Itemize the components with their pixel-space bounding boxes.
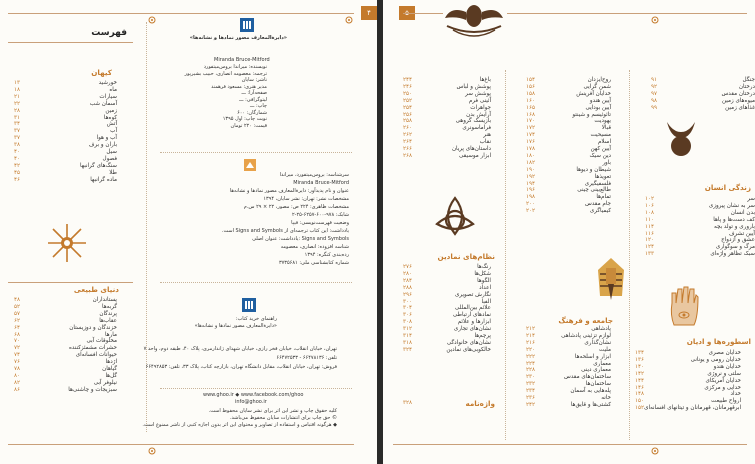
toc-item-page: ۱۵۸ — [526, 90, 536, 97]
toc-item-page: ۱۹۴ — [526, 180, 536, 187]
toc-item-label: ماه — [109, 86, 117, 93]
toc-item-page: ۳۸ — [14, 142, 21, 149]
toc-item-page: ۱۳۴ — [635, 350, 645, 356]
toc-item-page: ۲۶۴ — [403, 139, 413, 146]
toc-item-page: ۱۱۰ — [645, 216, 655, 223]
toc-item-label: روح‌ایزدان — [587, 77, 611, 83]
toc-item-page: ۶۸ — [14, 331, 21, 338]
toc-item-label: تمام‌ها — [596, 194, 611, 201]
toc-item-label: خدایان آفرینش — [576, 90, 611, 97]
toc-item-page: ۱۶۵ — [526, 104, 536, 111]
toc-item-page: ۳۰۸ — [403, 319, 413, 326]
toc-item-label: گربه‌ها — [102, 303, 117, 310]
cip-line: شناسه افزوده: انصاری، معصومه — [280, 244, 349, 250]
toc-item-label: عقاب‌ها — [99, 317, 117, 324]
toc-item-label: طالع‌بینی چینی — [577, 187, 611, 194]
toc-item-page: ۲۶۰ — [403, 125, 413, 132]
toc-item-page: ۱۱۴ — [645, 223, 655, 230]
toc-item-label: کیمیاگری — [589, 208, 611, 215]
toc-item-page: ۱۴۰ — [635, 363, 645, 370]
toc-item-page: ۲۵۸ — [403, 118, 413, 125]
toc-item-page: ۱۷۲ — [526, 125, 536, 132]
book-title: «دایرة‌المعارف مصور نمادها و نشانه‌ها» — [189, 35, 287, 41]
toc-item-page: ۱۶۰ — [526, 97, 536, 104]
section-rule — [160, 282, 352, 283]
toc-item-label: آیین هندو — [589, 97, 611, 104]
toc-item-page: ۸۰ — [14, 372, 21, 379]
toc-item-label: حشرات مشمئزکننده — [68, 345, 117, 352]
author-latin: Miranda Bruce-Mitford — [214, 57, 270, 63]
toc-item-page: ۳۰۶ — [403, 312, 413, 319]
toc-item-label: دین سیک — [589, 152, 611, 159]
toc-item-label: الفبا — [481, 298, 491, 305]
toc-item-label: خالکوبی‌های نمادین — [446, 346, 491, 353]
toc-item-page: ۸۲ — [14, 379, 21, 386]
column-divider — [629, 70, 630, 440]
toc-item-page: ۲۲۲ — [526, 353, 536, 360]
copyright-line: صفحه‌آرا: ـــ — [241, 90, 267, 96]
cip-line: شماره کتابشناسی ملی: ۳۷۳۵۶۸۱ — [278, 260, 349, 266]
copyright-line: شمارگان: ۶۰۰ — [237, 109, 267, 116]
toc-item-page: ۱۲۴ — [645, 244, 655, 251]
toc-item-page: ۱۷۴ — [526, 132, 536, 139]
toc-item-page: ۲۱۴ — [526, 332, 536, 339]
section-title-society: جامعه و فرهنگ — [558, 316, 613, 325]
toc-item-label: تائوئیسم و شینتو — [572, 111, 611, 118]
toc-item-label: خورشید — [98, 80, 117, 86]
toc-item-label: ساختمان‌ها — [585, 381, 611, 388]
page-number-left: ۴ — [361, 6, 377, 20]
toc-item-page: ۱۴۴ — [635, 377, 645, 384]
cip-line: رده‌بندی کنگره: ۱۳۹۴ — [304, 252, 349, 258]
copyright-line: ناشر: سایان — [241, 77, 267, 83]
toc-item-page: ۱۴۶ — [635, 384, 645, 391]
toc-item-page: ۱۴۸ — [635, 391, 645, 398]
toc-item-page: ۴۰ — [14, 149, 21, 155]
toc-item-label: شکل‌ها — [474, 270, 491, 277]
toc-item-label: داستان‌های پریان — [451, 146, 491, 152]
rights-line: کلیه حقوق چاپ و نشر این اثر برای نشر سایان محفوظ است. — [208, 408, 337, 414]
toc-item-page: ۳۱۸ — [403, 339, 413, 346]
toc-item-label: گیاهان — [102, 366, 117, 372]
toc-item-page: ۲۸ — [14, 107, 21, 114]
toc-item-label: کف دست‌ها و پاها — [713, 216, 755, 223]
toc-item-page: ۲۲۸ — [526, 367, 536, 374]
cip-line: Signs and Symbols :یادداشت: عنوان اصلی — [252, 236, 349, 242]
top-rule — [8, 13, 354, 14]
toc-item-label: آتش — [106, 121, 117, 128]
toc-item-page: ۳۱۲ — [403, 326, 413, 333]
publisher-line: راهنمای خرید کتاب: — [235, 316, 277, 322]
toc-item-label: قبالا — [601, 125, 611, 132]
toc-item-page: ۶۴ — [14, 324, 21, 331]
toc-item-label: نشان‌گذاری — [584, 339, 611, 346]
section-title-myths: اسطوره‌ها و ادیان — [686, 337, 751, 346]
cip-line: سرشناسه: بروس‌میتفورد، میراندا — [279, 172, 349, 178]
toc-item-page: ۳۴ — [14, 121, 21, 128]
toc-item-label: خدایان مصری — [708, 350, 741, 356]
toc-item-page: ۱۹۲ — [526, 173, 536, 180]
toc-item-page: ۵۲ — [14, 303, 21, 310]
toc-item-label: زمین — [105, 107, 117, 114]
toc-item-page: ۱۸۰ — [526, 152, 536, 159]
cip-line: مشخصات ظاهری: ۲۲۴ ص: مصور، ۲۲ × ۲۹ س.م — [243, 204, 349, 210]
toc-item-page: ۲۲۰ — [526, 346, 536, 353]
toc-item-label: فلسفیگیری — [584, 180, 611, 187]
toc-item-page: ۲۵۶ — [403, 111, 413, 118]
rights-line: © حق چاپ برای انتشارات سایان محفوظ می‌باشد. — [229, 415, 337, 421]
right-page — [383, 0, 755, 464]
toc-item-label: خدایان آمریکای — [705, 377, 741, 384]
toc-item-page: ۶۲ — [14, 317, 21, 324]
toc-item-page: ۲۲ — [14, 100, 21, 107]
toc-item-page: ۲۴۶ — [403, 83, 413, 90]
toc-item-label: اسلام — [597, 139, 611, 146]
toc-item-label: سیل — [106, 149, 117, 155]
toc-item-page: ۲۶۲ — [403, 132, 413, 139]
section-rule — [8, 282, 133, 283]
toc-item-page: ۳۲۸ — [403, 400, 413, 406]
toc-item-page: ۴۲ — [14, 162, 21, 169]
toc-item-label: ماده گرانبها — [90, 176, 117, 183]
toc-item-page: ۱۰۸ — [645, 209, 655, 216]
toc-item-label: مسیحیت — [590, 132, 611, 139]
toc-item-label: شیطان و دیوها — [576, 166, 611, 173]
toc-item-label: نقاب — [479, 139, 491, 146]
toc-item-page: ۲۶۶ — [403, 146, 413, 152]
section-title-glossary: واژه‌نامه — [465, 399, 495, 408]
toc-item-page: ۱۰۶ — [645, 202, 655, 209]
toc-item-page: ۲۱۲ — [526, 326, 536, 332]
toc-item-label: سیارات — [99, 93, 117, 100]
toc-item-page: ۲۸۴ — [403, 277, 413, 284]
toc-item-page: ۱۸ — [14, 86, 21, 93]
hamsa-icon — [668, 285, 700, 329]
ornament-icon — [651, 440, 659, 448]
cip-line: Miranda Bruce-Mitford — [293, 180, 349, 186]
toc-item-page: ۲۸۸ — [403, 284, 413, 291]
toc-item-label: شمن گرایی — [583, 83, 611, 90]
toc-item-label: سنگ‌های گرانبها — [79, 162, 117, 169]
toc-item-page: ۷۴ — [14, 352, 21, 359]
toc-item-label: تعویذها — [594, 173, 611, 180]
toc-item-label: پرچم‌ها — [474, 333, 491, 339]
toc-item-page: ۷۲ — [14, 345, 21, 352]
toc-item-page: ۱۵۰ — [635, 398, 645, 405]
toc-item-label: بدن انسان — [730, 209, 755, 216]
address-line: تلفن: ۶۶۴۷۸۱۳۶ - ۶۶۴۷۲۵۳۳ — [276, 355, 337, 361]
toc-item-page: ۲۰۲ — [526, 208, 536, 215]
section-title-symbol-systems: نظام‌های نمادین — [437, 252, 495, 261]
toc-item-label: هنر — [483, 132, 491, 139]
toc-item-label: الگوها — [477, 277, 491, 284]
toc-item-label: سبزیجات و چاشنی‌ها — [68, 386, 117, 393]
toc-item-label: لوازم تزئینی پادشاهی — [561, 332, 611, 339]
toc-item-page: ۱۳۳ — [645, 251, 655, 258]
toc-item-label: جواهرات — [470, 104, 491, 111]
pharaoh-icon — [594, 256, 628, 302]
publisher-logo-icon — [242, 297, 256, 311]
toc-item-page: ۱۱۶ — [645, 230, 655, 237]
toc-item-label: نمادهای ارتباطی — [452, 312, 491, 319]
toc-item-label: خزندگان و دوزیستان — [69, 324, 117, 331]
cip-line: عنوان و نام پدیدآور: دایرة‌المعارف مصور نمادها و نشانه‌ها — [229, 188, 349, 194]
toc-item-label: ابزار موسیقی — [459, 152, 491, 159]
toc-item-label: جنگل — [742, 77, 755, 83]
toc-item-label: عشق و ازدواج — [721, 237, 755, 244]
scarab-icon — [443, 0, 505, 42]
toc-item-label: طلا — [109, 169, 117, 176]
toc-item-page: ۳۷ — [14, 135, 21, 142]
top-rule — [403, 13, 443, 14]
section-rule — [160, 152, 352, 153]
ornament-icon — [651, 9, 659, 17]
toc-item-label: یهودیت — [594, 118, 611, 125]
toc-item-page: ۹۹ — [651, 104, 658, 111]
toc-item-label: آیین تشرف — [728, 230, 755, 237]
section-title-natural-world: دنیای طبیعی — [73, 285, 119, 294]
toc-item-label: ابزارها و علائم — [457, 319, 491, 326]
toc-item-label: نشان‌های خانوادگی — [446, 339, 491, 346]
toc-item-page: ۲۱ — [14, 93, 21, 100]
address-line: تهران، خیابان انقلاب، خیابان فخر رازی، خیابان شهدای ژاندارمری، پلاک ۴۰، طبقه دوم، واحد ۷ — [143, 346, 337, 352]
toc-item-label: معماری دینی — [581, 367, 611, 374]
toc-item-page: ۲۵۰ — [403, 90, 413, 97]
toc-item-page: ۴۶ — [14, 176, 21, 183]
triple-moon-icon — [663, 118, 699, 160]
toc-item-label: حیوانات افسانه‌ای — [75, 352, 117, 359]
toc-item-label: پادشاهی — [591, 326, 611, 332]
toc-item-label: سر — [747, 196, 755, 202]
toc-item-label: مخلوقات آبی — [86, 338, 117, 345]
toc-item-label: جام مقدس — [585, 201, 611, 208]
toc-item-page: ۹۸ — [651, 97, 658, 104]
toc-item-label: باروری و تولد بچه — [713, 223, 755, 230]
toc-item-label: نیلوفر آبی — [93, 379, 117, 386]
toc-item-label: آیین بودایی — [585, 104, 611, 111]
toc-item-page: ۱۲۰ — [645, 237, 655, 244]
copyright-line: قیمت: ۲۲۰ تومان — [230, 122, 267, 129]
toc-item-label: آیین کهن — [590, 146, 611, 152]
toc-title: فهرست — [91, 28, 127, 38]
toc-item-label: رنگ‌ها — [477, 264, 491, 270]
library-logo-icon — [244, 156, 256, 168]
toc-item-page: ۲۲۴ — [526, 360, 536, 367]
toc-item-page: ۴۸ — [14, 297, 21, 303]
copyright-line: چاپ: ـــ — [250, 103, 267, 109]
toc-item-page: ۱۹۰ — [526, 166, 536, 173]
toc-item-label: خدایی و مرکزی — [704, 384, 741, 391]
bottom-rule — [393, 444, 747, 445]
toc-item-label: آرایش بدن — [466, 111, 491, 118]
copyright-line: مدیر هنری: مسعود فرهمند — [211, 83, 267, 90]
toc-item-label: خدایان رومی و یونانی — [690, 356, 741, 363]
toc-item-page: ۲۸۰ — [403, 270, 413, 277]
triquetra-icon — [433, 194, 477, 238]
toc-item-label: آب — [110, 128, 117, 135]
toc-item-page: ۲۰۰ — [526, 201, 536, 208]
publisher-logo-icon — [240, 17, 254, 31]
ornament-icon — [345, 9, 353, 17]
toc-item-page: ۳۷ — [14, 128, 21, 135]
ornament-icon — [148, 440, 156, 448]
toc-title-rule — [8, 42, 133, 43]
toc-item-label: گل‌ها — [105, 372, 117, 379]
toc-item-page: ۹۷ — [651, 90, 658, 97]
toc-item-page: ۳۰۰ — [403, 298, 413, 305]
toc-item-page: ۷۶ — [14, 359, 21, 366]
toc-item-page: ۱۷۶ — [526, 139, 536, 146]
toc-item-page: ۲۱۶ — [526, 339, 536, 346]
toc-item-label: خدایان هندو — [713, 363, 741, 370]
section-rule — [160, 388, 352, 389]
toc-item-page: ۱۵۴ — [526, 77, 536, 83]
toc-item-label: آب و هوا — [96, 135, 117, 142]
ornament-icon — [148, 9, 156, 17]
toc-item-label: سبک تظاهر واژه‌ای — [710, 251, 755, 258]
toc-item-label: غذاهای زمین — [725, 104, 755, 111]
toc-item-page: ۷۰ — [14, 338, 21, 345]
toc-item-page: ۲۵۲ — [403, 97, 413, 104]
toc-item-label: ابرقهرمانان، قهرمانان و تیتانهای افسانه‌ای — [644, 405, 741, 412]
publisher-line: «دایرة‌المعارف مصور نمادها و نشانه‌ها» — [194, 322, 277, 329]
section-title-human-life: زندگی انسان — [704, 183, 751, 192]
toc-item-page: ۱۳ — [14, 80, 21, 86]
cip-line: مشخصات نشر: تهران: نشر سایان، ۱۳۹۴ — [263, 196, 349, 202]
toc-item-page: ۷۸ — [14, 366, 21, 372]
toc-item-page: ۳۱۴ — [403, 333, 413, 339]
toc-item-page: ۱۴۲ — [635, 370, 645, 377]
website[interactable]: www.ghoo.ir ◆ www.facebook.com/ghoo — [203, 392, 304, 398]
toc-item-label: پستانداران — [92, 297, 117, 303]
top-rule — [507, 13, 747, 14]
bottom-rule — [8, 444, 354, 445]
toc-item-page: ۱۵۲ — [635, 405, 645, 412]
toc-item-label: ابزار و اسلحه‌ها — [574, 353, 611, 360]
toc-item-page: ۱۶۸ — [526, 111, 536, 118]
toc-item-label: خانه — [601, 395, 611, 401]
toc-item-label: کشتی‌ها و قایق‌ها — [570, 401, 611, 408]
toc-item-label: مرگ و سوگواری — [715, 244, 755, 251]
toc-item-label: ملیت — [598, 346, 611, 353]
copyright-line: نوبت چاپ: اول ۱۳۹۵ — [222, 116, 267, 122]
copyright-line: نویسنده: میراندا بروس‌میتفورد — [203, 64, 267, 70]
toc-item-page: ۸۶ — [14, 386, 21, 393]
toc-item-page: ۱۷۰ — [526, 118, 536, 125]
toc-item-page: ۲۹۶ — [403, 291, 413, 298]
toc-item-label: علائم بین‌المللی — [454, 305, 491, 312]
toc-item-page: ۲۳۴ — [526, 388, 536, 395]
toc-item-page: ۵۷ — [14, 310, 21, 317]
snowflake-icon — [46, 222, 88, 264]
toc-item-label: ارواح طبیعت — [711, 398, 741, 405]
toc-item-page: ۳۲۴ — [403, 346, 413, 353]
toc-item-label: آئینی فرم — [468, 97, 491, 104]
toc-item-label: پله‌هایی به آسمان — [570, 388, 611, 395]
toc-item-label: باور — [602, 159, 611, 166]
toc-item-label: درختان مقدس — [721, 90, 755, 97]
address-line: فروش: تهران، خیابان انقلاب، مقابل دانشگاه تهران، بازارچه کتاب، پلاک ۳۳، تلفن: ۶۶۴۹۲۸۵۳ — [145, 364, 337, 370]
toc-item-label: سر به نشان پیروزی — [708, 202, 755, 209]
toc-item-page: ۴۵ — [14, 169, 21, 176]
toc-item-page: ۲۳۶ — [526, 395, 536, 401]
toc-item-page: ۴۰ — [14, 155, 21, 162]
copyright-line: ترجمه: معصومه انصاری، حبیب بشیرپور — [184, 70, 267, 77]
toc-item-page: ۲۴۲ — [526, 401, 536, 408]
toc-item-page: ۳۱ — [14, 114, 21, 121]
toc-item-page: ۲۷۶ — [403, 264, 413, 270]
toc-item-label: باغ‌ها — [479, 77, 491, 83]
toc-item-label: درختان — [738, 83, 755, 90]
toc-item-label: فراماسونری — [462, 125, 491, 132]
toc-item-label: معماری — [593, 360, 611, 367]
toc-item-page: ۳۰۴ — [403, 305, 413, 312]
toc-item-page: ۲۳۲ — [526, 381, 536, 388]
email[interactable]: info@ghoo.ir — [235, 399, 267, 405]
toc-item-label: نشان‌های تجاری — [453, 326, 491, 333]
cip-line: وضعیت فهرست‌نویسی: فیپا — [291, 220, 349, 226]
toc-item-label: اعداد — [479, 284, 491, 291]
toc-item-page: ۹۲ — [651, 83, 658, 90]
toc-item-label: خداد — [730, 391, 741, 398]
toc-item-label: باران و برف — [88, 142, 117, 149]
toc-item-label: سلتی و نروژی — [707, 370, 741, 377]
rights-line: ◆ هرگونه اقتباس و استفاده از تصاویر و محتوای این اثر بدون اجازه کتبی از ناشر ممنوع است. — [142, 422, 337, 428]
toc-item-page: ۱۰۲ — [645, 196, 655, 202]
toc-item-label: اژدها — [105, 359, 117, 366]
toc-item-label: کوه‌ها — [103, 114, 117, 121]
toc-item-page: ۱۷۸ — [526, 146, 536, 152]
toc-item-label: ساختمان‌های مقدس — [564, 374, 611, 381]
toc-item-page: ۱۵۶ — [526, 83, 536, 90]
toc-item-label: آسمان شب — [89, 100, 117, 107]
toc-item-label: بازیسک گروهی — [455, 118, 491, 125]
toc-item-label: میوه‌های زمین — [722, 97, 755, 104]
toc-item-label: پوشش سر — [465, 90, 491, 97]
toc-item-page: ۱۸۲ — [526, 159, 536, 166]
toc-item-page: ۲۳۰ — [526, 374, 536, 381]
toc-item-page: ۲۵۴ — [403, 104, 413, 111]
toc-item-page: ۹۱ — [651, 77, 658, 83]
left-page — [0, 0, 377, 464]
cip-line: یادداشت: این کتاب ترجمه‌ای از Signs and Symbols است. — [221, 228, 349, 234]
toc-item-label: پرندگان — [99, 310, 117, 317]
toc-item-page: ۲۶۸ — [403, 152, 413, 159]
toc-item-page: ۱۹۸ — [526, 194, 536, 201]
page-number-right: ۵ — [399, 6, 415, 20]
toc-item-label: مارها — [104, 331, 117, 338]
toc-item-page: ۱۹۶ — [526, 187, 536, 194]
toc-item-page: ۲۴۴ — [403, 77, 413, 83]
toc-item-label: فصول — [102, 155, 117, 162]
copyright-line: لیتوگرافی: ـــ — [239, 96, 267, 103]
column-divider — [505, 70, 506, 440]
toc-item-page: ۱۳۶ — [635, 356, 645, 363]
toc-item-label: نگارش تصویری — [455, 291, 491, 298]
cip-line: شابک: ۹۷۸-۶۰۰-۶۲۵۷-۲۵-۲ — [291, 212, 349, 218]
toc-item-label: پوشش و لباس — [456, 83, 491, 90]
section-title-cosmos: کیهان — [91, 68, 112, 77]
